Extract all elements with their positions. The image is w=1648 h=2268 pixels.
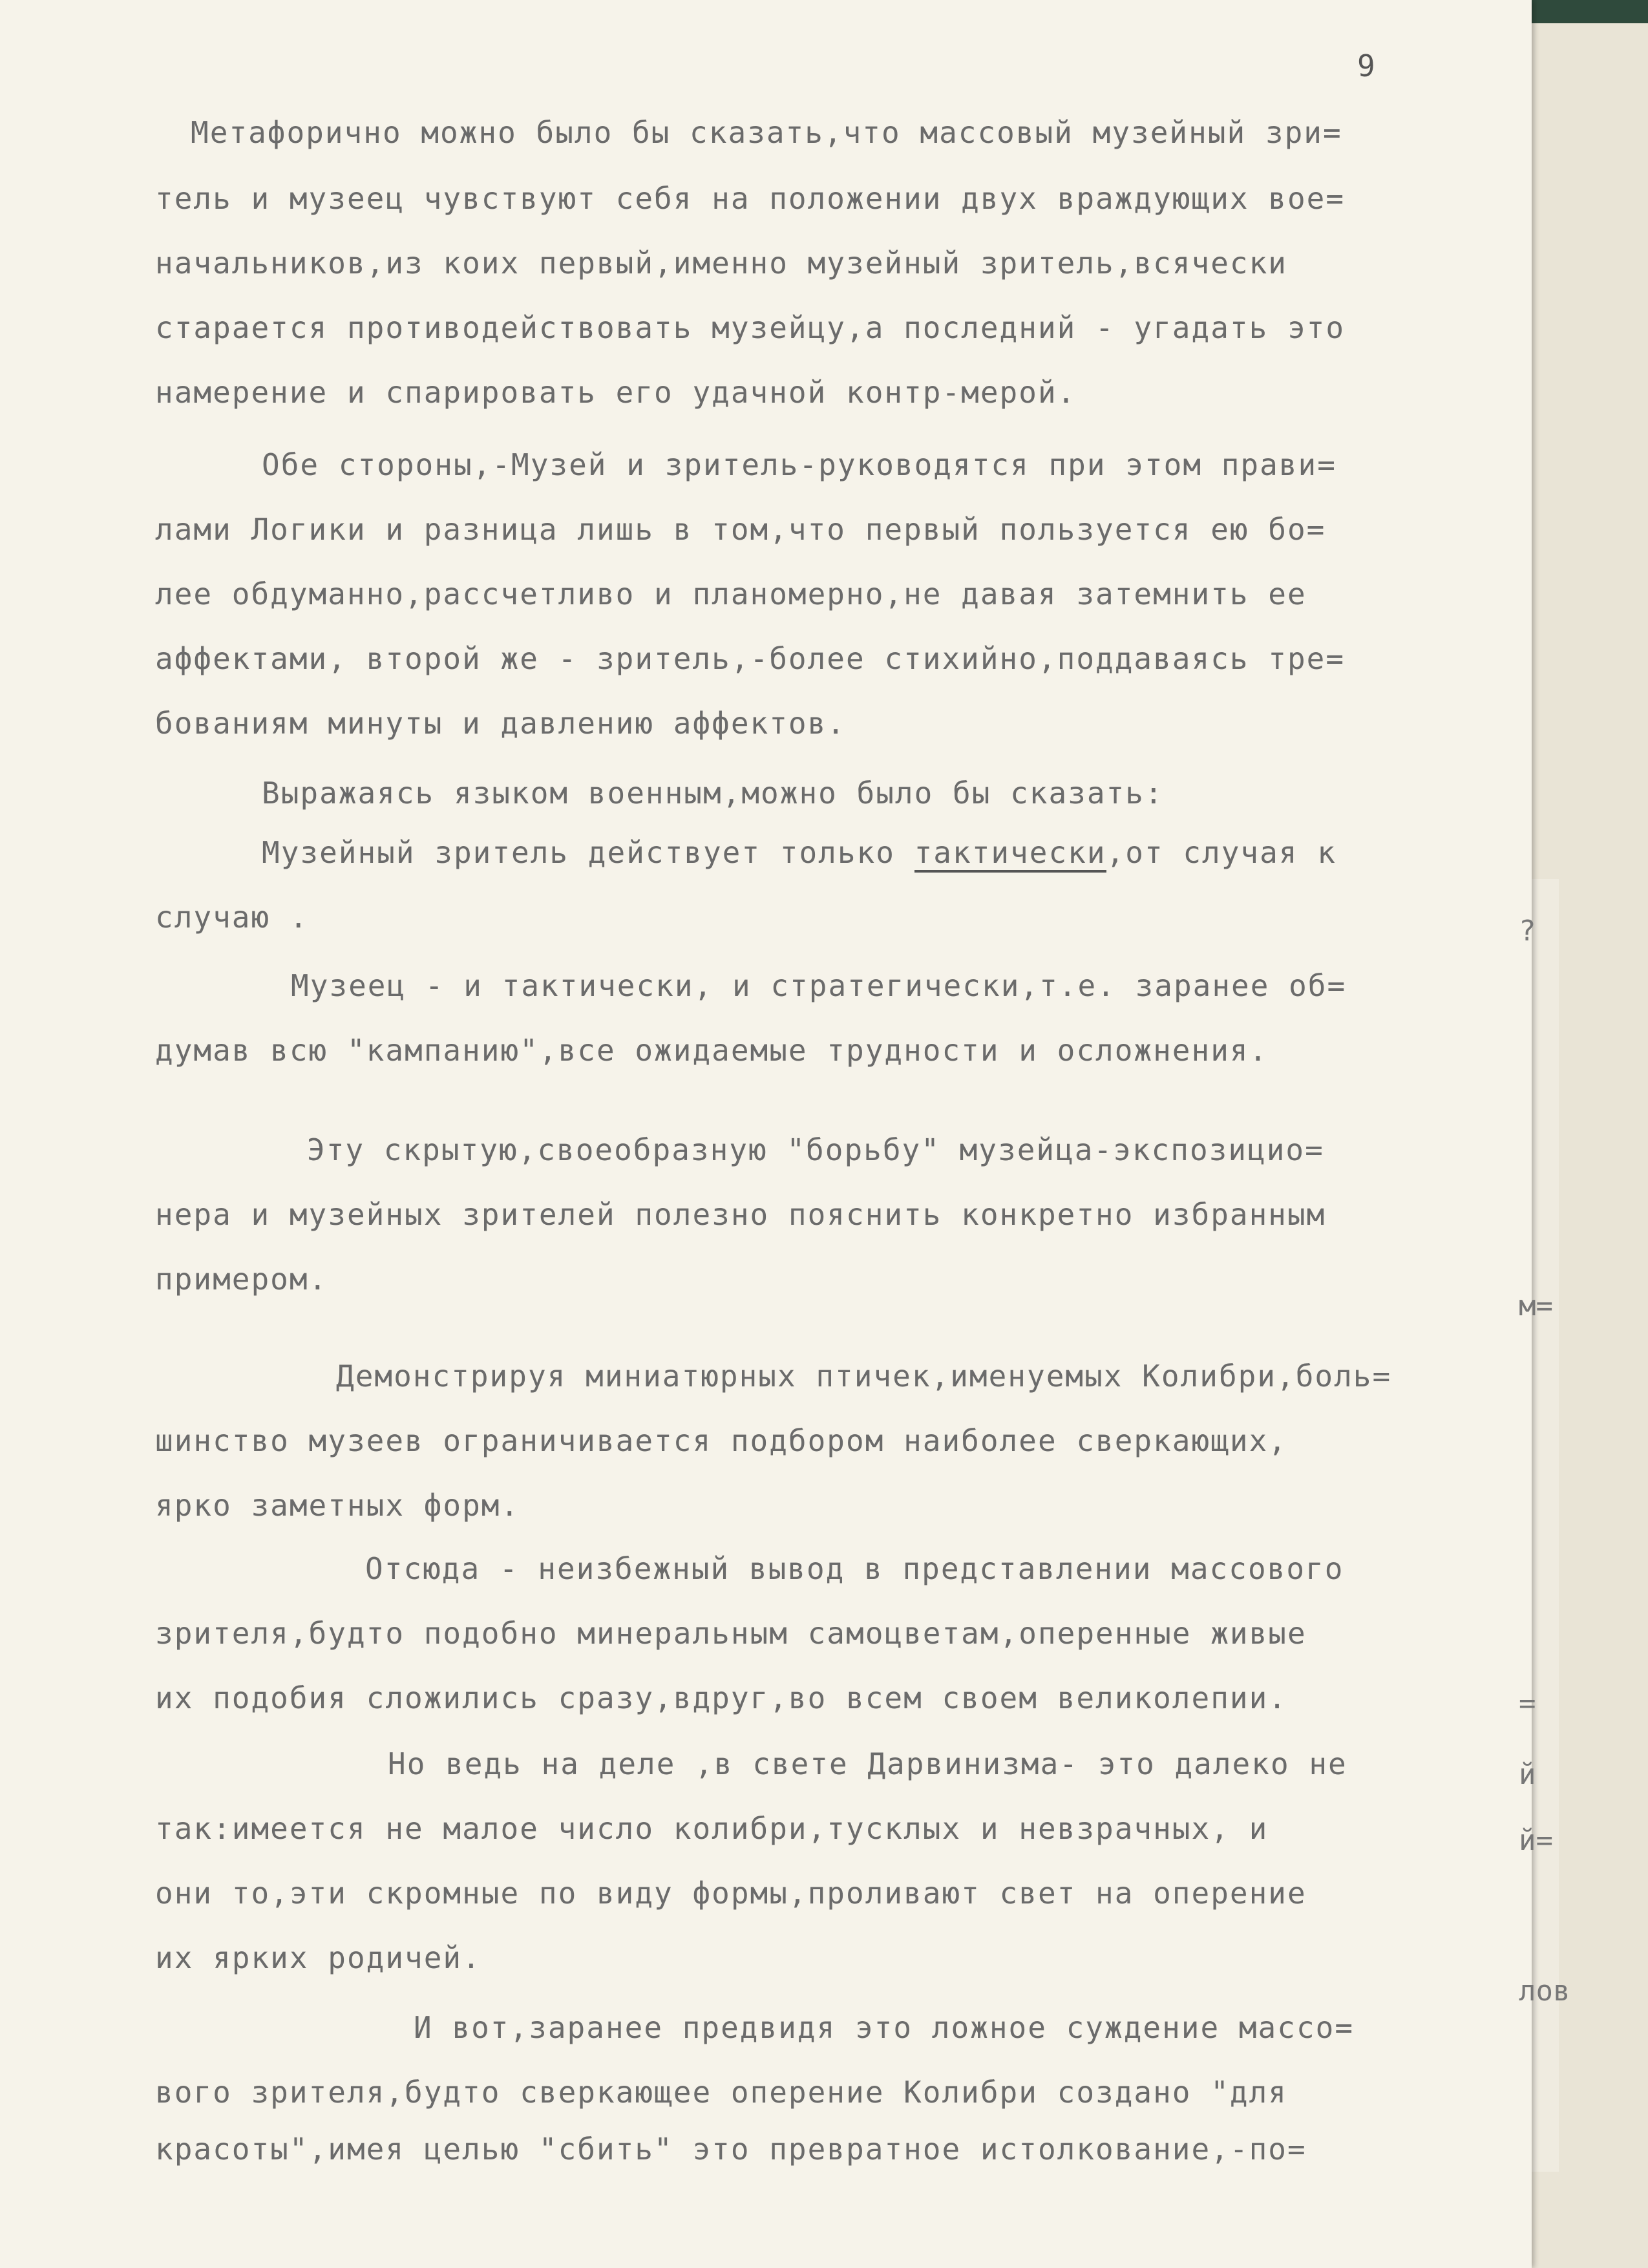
text-line: Метафорично можно было бы сказать,что массовый музейный зри= [191,115,1342,150]
text-line: шинство музеев ограничивается подбором наиболее сверкающих, [155,1423,1287,1458]
text-line: случаю . [155,900,309,935]
text-line: красоты",имея целью "сбить" это превратное истолкование,-по= [155,2132,1307,2167]
text-line: Но ведь на деле ,в свете Дарвинизма- это далеко не [388,1746,1347,1781]
text-line: думав всю "кампанию",все ожидаемые трудности и осложнения. [155,1033,1269,1068]
text-line: нера и музейных зрителей полезно пояснить конкретно избранным [155,1197,1326,1232]
text-line-with-underline [262,835,1336,870]
text-line: И вот,заранее предвидя это ложное суждение массо= [414,2010,1355,2045]
text-line: лами Логики и разница лишь в том,что первый пользуется ею бо= [155,512,1326,547]
margin-mark: й= [1519,1824,1553,1857]
text-line: их подобия сложились сразу,вдруг,во всем своем великолепии. [155,1680,1287,1715]
margin-mark: ? [1519,915,1536,948]
page-number: 9 [1357,48,1375,83]
text-line: старается противодействовать музейцу,а последний - угадать это [155,310,1346,345]
margin-mark: й [1519,1758,1536,1791]
text-line: Демонстрируя миниатюрных птичек,именуемых Колибри,боль= [336,1359,1392,1394]
text-line: так:имеется не малое число колибри,тусклых и невзрачных, и [155,1811,1269,1846]
text-line: примером. [155,1262,328,1297]
margin-mark: м= [1519,1289,1553,1322]
text-line: Эту скрытую,своеобразную "борьбу" музейца-экспозицио= [307,1132,1324,1167]
text-line: ярко заметных форм. [155,1488,520,1523]
underlined-word: тактически [914,835,1106,873]
text-line: их ярких родичей. [155,1940,481,1975]
text-segment: Музейный зритель действует только [262,835,914,870]
text-line: лее обдуманно,рассчетливо и планомерно,не давая затемнить ее [155,577,1307,611]
text-line: зрителя,будто подобно минеральным самоцветам,оперенные живые [155,1616,1307,1651]
text-segment: ,от случая к [1106,835,1336,870]
text-line: начальников,из коих первый,именно музейный зритель,всячески [155,246,1287,281]
text-line: бованиям минуты и давлению аффектов. [155,706,846,741]
text-line: Музеец - и тактически, и стратегически,т.е. заранее об= [291,968,1347,1003]
margin-mark: лов [1519,1975,1570,2008]
background-strip [1525,0,1648,23]
text-line: Выражаясь языком военным,можно было бы сказать: [262,776,1164,811]
text-line: намерение и спарировать его удачной контр-мерой. [155,375,1077,410]
text-line: Обе стороны,-Музей и зритель-руководятся при этом прави= [262,447,1336,482]
text-line: Отсюда - неизбежный вывод в представлении массового [365,1551,1344,1586]
text-line: вого зрителя,будто сверкающее оперение Колибри создано "для [155,2075,1287,2110]
text-line: аффектами, второй же - зритель,-более стихийно,поддаваясь тре= [155,641,1346,676]
text-line: они то,эти скромные по виду формы,проливают свет на оперение [155,1876,1307,1911]
text-line: тель и музеец чувствуют себя на положении двух враждующих вое= [155,181,1346,216]
margin-mark: = [1519,1687,1536,1720]
